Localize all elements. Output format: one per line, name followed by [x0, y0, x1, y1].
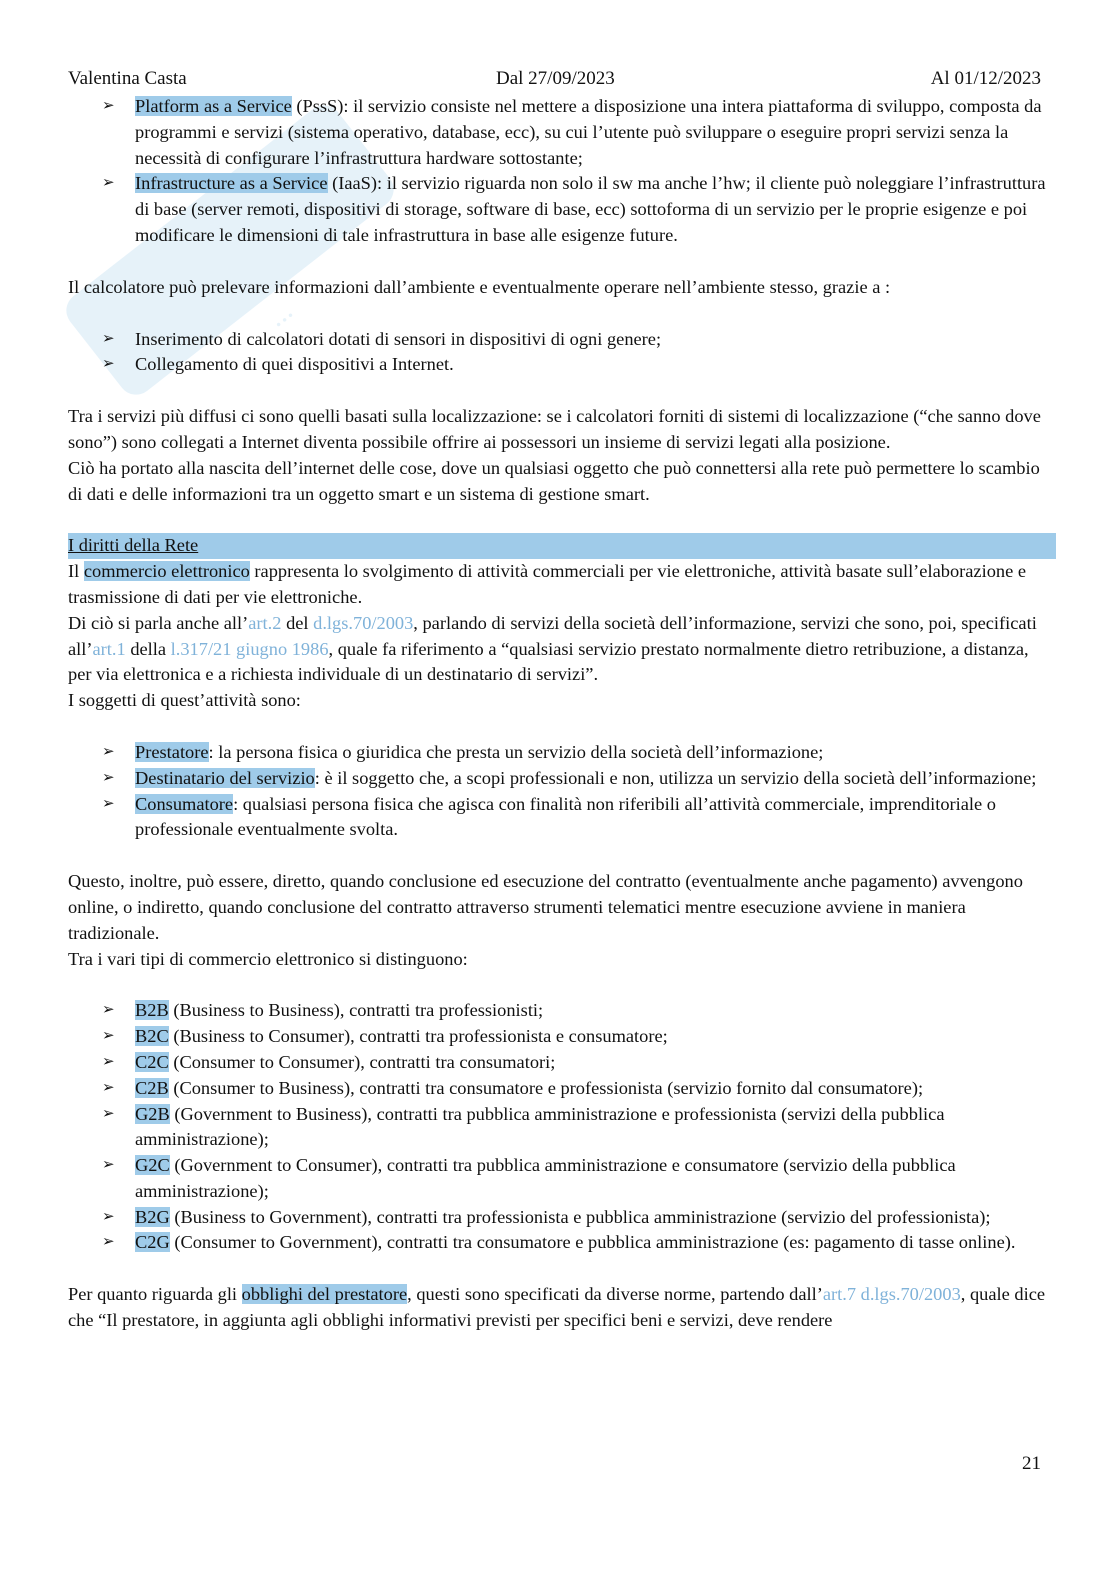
list-item: ➢ Collegamento di quei dispositivi a Internet.	[68, 352, 1048, 378]
paragraph-servizi: Tra i servizi più diffusi ci sono quelli basati sulla localizzazione: se i calcolatori forniti di sistemi di localizzazione (“che sanno dove sono”) sono collegati a Internet diventa possibile offrire ai possessori un insieme di servizi legati alla posizione.	[68, 406, 1041, 452]
arrow-bullet-icon: ➢	[102, 98, 115, 114]
arrow-bullet-icon: ➢	[102, 795, 115, 812]
list-item: ➢ B2G (Business to Government), contratti tra professionista e pubblica amministrazione (servizio del professionista);	[68, 1205, 1048, 1231]
list-item: ➢ Destinatario del servizio: è il soggetto che, a scopi professionali e non, utilizza un servizio della società dell’informazione;	[68, 766, 1048, 792]
svg-text:...: ...	[260, 293, 299, 334]
arrow-bullet-icon: ➢	[102, 1234, 115, 1251]
arrow-bullet-icon: ➢	[102, 175, 115, 192]
list-item: ➢ Infrastructure as a Service (IaaS): il servizio riguarda non solo il sw ma anche l’hw; il cliente può noleggiare l’infrastruttura di base (server remoti, dispositivi di storage, software di base, ecc) sottoforma di un servizio per le proprie esigenze e poi modificare le dimensioni di tale infrastruttura in base alle esigenze future.	[102, 173, 1046, 245]
arrow-bullet-icon: ➢	[102, 1079, 115, 1096]
highlighted-term: G2B	[135, 1103, 170, 1124]
list-item: ➢ Platform as a Service (PssS): il servizio consiste nel mettere a disposizione una intera piattaforma di sviluppo, composta da programmi e servizi (sistema operativo, database, ecc), su cui l’utente può sviluppare o eseguire propri servizi senza la necessità di configurare l’infrastruttura hardware sottostante;	[102, 96, 1042, 168]
list-item: ➢ B2B (Business to Business), contratti tra professionisti;	[68, 998, 1048, 1024]
list-item: ➢ C2G (Consumer to Government), contratti tra consumatore e pubblica amministrazione (es: pagamento di tasse online).	[68, 1230, 1048, 1256]
paragraph-tipi: Tra i vari tipi di commercio elettronico si distinguono:	[68, 948, 468, 969]
highlighted-term: obblighi del prestatore	[241, 1284, 408, 1305]
header-date-from: Dal 27/09/2023	[496, 68, 615, 89]
section-heading: I diritti della Rete	[68, 533, 1056, 559]
list-item: ➢ C2C (Consumer to Consumer), contratti tra consumatori;	[68, 1050, 1048, 1076]
highlighted-term: B2B	[135, 1000, 169, 1021]
list-item: ➢ Prestatore: la persona fisica o giuridica che presta un servizio della società dell’informazione;	[68, 740, 1048, 766]
paragraph-commercio: Il commercio elettronico rappresenta lo svolgimento di attività commerciali per vie elettroniche, attività basate sull’elaborazione e trasmissione di dati per vie elettroniche.	[68, 561, 1027, 607]
list-item: ➢ Consumatore: qualsiasi persona fisica che agisca con finalità non riferibili all’attività commerciale, imprenditoriale o professionale eventualmente svolta.	[102, 793, 997, 840]
highlighted-term: G2C	[135, 1155, 170, 1176]
arrow-bullet-icon: ➢	[102, 743, 115, 760]
highlighted-term: Destinatario del servizio	[135, 767, 315, 788]
tipi-list	[68, 998, 1048, 1256]
page-content	[68, 94, 1048, 1334]
list-item: ➢ G2B (Government to Business), contratti tra pubblica amministrazione e professionista (servizi della pubblica amministrazione);	[102, 1103, 945, 1150]
page-header	[68, 68, 1041, 92]
paragraph-calcolatore: Il calcolatore può prelevare informazioni dall’ambiente e eventualmente operare nell’ambiente stesso, grazie a :	[68, 276, 891, 297]
highlighted-term: Platform as a Service	[135, 96, 292, 116]
arrow-bullet-icon: ➢	[102, 1105, 115, 1122]
cloud-service-list	[68, 94, 1048, 249]
law-reference-link[interactable]: art.1	[92, 638, 126, 659]
highlighted-term: C2C	[135, 1051, 169, 1072]
law-reference-link[interactable]: d.lgs.70/2003	[313, 612, 414, 633]
highlighted-term: Consumatore	[135, 793, 234, 814]
paragraph-obblighi: Per quanto riguarda gli obblighi del prestatore, questi sono specificati da diverse norme, partendo dall’art.7 d.lgs.70/2003, quale dice che “Il prestatore, in aggiunta agli obblighi informativi previsti per specifici beni e servizi, deve rendere	[68, 1284, 1046, 1331]
arrow-bullet-icon: ➢	[102, 356, 115, 373]
arrow-bullet-icon: ➢	[102, 330, 115, 347]
header-author: Valentina Casta	[68, 68, 187, 89]
law-reference-link[interactable]: l.317/21 giugno 1986	[170, 638, 329, 659]
highlighted-term: Prestatore	[135, 741, 209, 762]
arrow-bullet-icon: ➢	[102, 1053, 115, 1070]
paragraph-questo: Questo, inoltre, può essere, diretto, quando conclusione ed esecuzione del contratto (eventualmente anche pagamento) avvengono online, o indiretto, quando conclusione del contratto attraverso strumenti telematici mentre esecuzione avviene in maniera tradizionale.	[68, 871, 1023, 943]
list-item: ➢ B2C (Business to Consumer), contratti tra professionista e consumatore;	[68, 1024, 1048, 1050]
arrow-bullet-icon: ➢	[102, 1028, 115, 1045]
law-reference-link[interactable]: art.2	[248, 612, 282, 633]
list-item: ➢ C2B (Consumer to Business), contratti tra consumatore e professionista (servizio fornito dal consumatore);	[68, 1076, 1048, 1102]
paragraph-soggetti: I soggetti di quest’attività sono:	[68, 690, 301, 711]
soggetti-list	[68, 740, 1048, 843]
arrow-bullet-icon: ➢	[102, 1208, 115, 1225]
arrow-bullet-icon: ➢	[102, 769, 115, 786]
highlighted-term: B2C	[135, 1026, 169, 1047]
highlighted-term: C2B	[135, 1077, 169, 1098]
highlighted-term: C2G	[135, 1232, 170, 1253]
arrow-bullet-icon: ➢	[102, 1002, 115, 1019]
list-item: ➢ G2C (Government to Consumer), contratti tra pubblica amministrazione e consumatore (servizio della pubblica amministrazione);	[102, 1155, 956, 1201]
list-item: ➢ Inserimento di calcolatori dotati di sensori in dispositivi di ogni genere;	[68, 327, 1048, 353]
highlighted-term: Infrastructure as a Service	[135, 173, 328, 194]
highlighted-term: B2G	[135, 1206, 170, 1227]
highlighted-term: commercio elettronico	[83, 561, 250, 582]
paragraph-iot: Ciò ha portato alla nascita dell’internet delle cose, dove un qualsiasi oggetto che può connettersi alla rete può permettere lo scambio di dati e delle informazioni tra un oggetto smart e un sistema di gestione smart.	[68, 457, 1040, 504]
header-date-to: Al 01/12/2023	[930, 68, 1041, 89]
paragraph-dlgs: Di ciò si parla anche all’art.2 del d.lgs.70/2003, parlando di servizi della società dell’informazione, servizi che sono, poi, specificati all’art.1 della l.317/21 giugno 1986, quale fa riferimento a “qualsiasi servizio prestato normalmente dietro retribuzione, a distanza, per via elettronica e a richiesta individuale di un destinatario di servizi”.	[68, 612, 1037, 685]
law-reference-link[interactable]: art.7 d.lgs.70/2003	[822, 1284, 961, 1305]
page-number: 21	[1022, 1453, 1041, 1474]
arrow-bullet-icon: ➢	[102, 1157, 115, 1174]
sensor-list	[68, 327, 1048, 379]
